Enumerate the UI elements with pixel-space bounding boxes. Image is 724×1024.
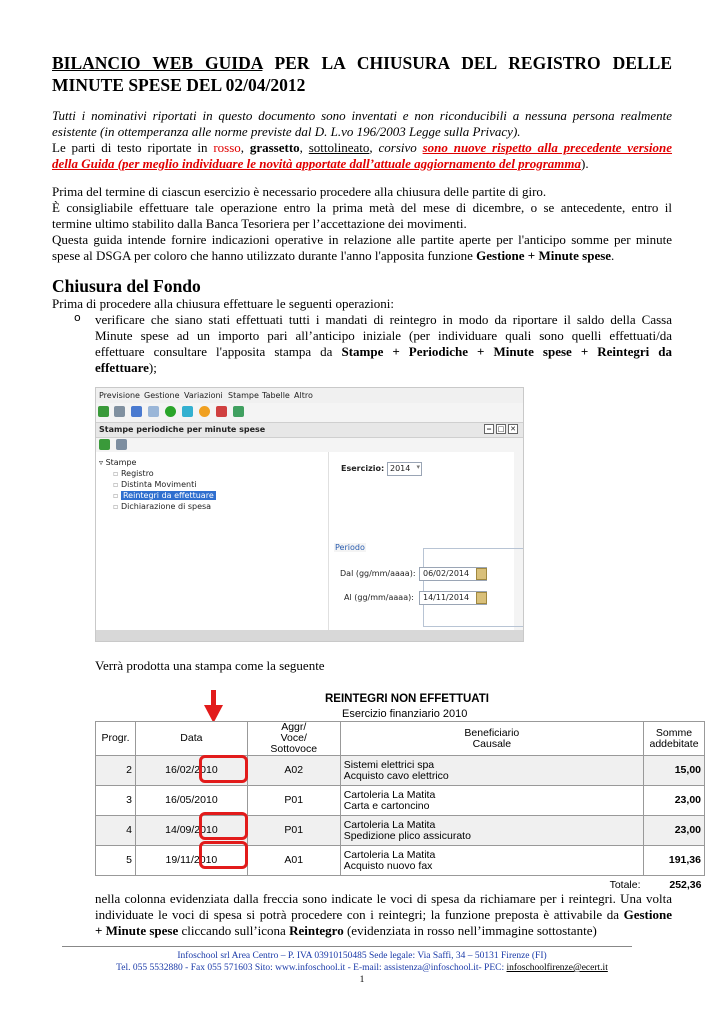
page-number: 1: [359, 975, 365, 985]
cell-voce: P01: [247, 816, 340, 846]
menu-bar: [96, 388, 523, 403]
closing-bold: Reintegro: [289, 923, 344, 938]
cell-benef: Cartoleria La Matita: [343, 818, 436, 831]
disclaimer-line1: Tutti i nominativi riportati in questo documento sono inventati e non riconducibili a nessuna persona realmente: [52, 108, 672, 123]
legend-highlight: della Guida (per meglio individuare le novità apportate dall’attuale aggiornamento del programma: [52, 156, 582, 171]
report-subtitle: Esercizio finanziario 2010: [342, 708, 468, 720]
bullet-path: effettuare: [95, 360, 149, 375]
cross-icon[interactable]: [216, 406, 227, 417]
al-value: 14/11/2014: [423, 593, 470, 602]
tree-item-distinta[interactable]: [113, 480, 196, 489]
tree-item-dichiarazione[interactable]: [113, 502, 211, 511]
cell-voce: A01: [247, 846, 340, 876]
file-icon: ▫: [113, 491, 121, 500]
status-bar: [96, 630, 523, 641]
closing-text: individuate le voci di spesa si potrà procedere con i reintegri; la funzione preposta è attivabile da: [95, 907, 624, 922]
cell-progr: 2: [96, 756, 136, 786]
cell-data: 16/05/2010: [135, 786, 247, 816]
bullet-line3: [95, 344, 672, 360]
menu-variazioni[interactable]: Variazioni: [184, 391, 223, 400]
bullet-text: effettuare consultare l'apposita stampa da: [95, 344, 342, 359]
title-underlined: BILANCIO WEB GUIDA: [52, 53, 263, 73]
intro-end: .: [611, 248, 615, 263]
footer-line2: [0, 962, 724, 974]
intro-function: Gestione + Minute spese: [476, 248, 612, 263]
legend-sep: ,: [369, 140, 379, 155]
calendar-icon[interactable]: [476, 568, 487, 580]
periodo-fieldset: [423, 548, 524, 627]
tree-icon[interactable]: [114, 406, 125, 417]
header-progr: Progr.: [96, 722, 136, 756]
cell-data: 16/02/2010: [135, 756, 247, 786]
intro-text: spese al DSGA per coloro che hanno utilizzato durante l'anno l'apposita funzione: [52, 248, 477, 263]
cell-importo: 23,00: [644, 786, 705, 816]
cell-causale: Acquisto nuovo fax: [343, 859, 433, 872]
table-row: [96, 816, 705, 846]
legend-line1: [52, 140, 672, 156]
header-somme: [644, 722, 705, 756]
section-heading: Chiusura del Fondo: [52, 276, 201, 296]
header-aggr-line: Aggr/: [281, 721, 307, 733]
closing-bold: Gestione: [623, 907, 672, 922]
closing-text: (evidenziata in rosso nell’immagine sottostante): [343, 923, 597, 938]
intro-line3: termine ultimo stabilito dalla Banca Tesoriera per l’accettazione dei movimenti.: [52, 216, 467, 231]
cell-importo: 15,00: [644, 756, 705, 786]
cell-importo: 191,36: [644, 846, 705, 876]
file-icon: ▫: [113, 502, 121, 511]
footer-line1: Infoschool srl Area Centro – P. IVA 03910150485 Sede legale: Via Saffi, 34 – 50131 Firenze (FI): [177, 951, 547, 961]
maximize-icon[interactable]: □: [497, 425, 505, 433]
highlight-circle: [199, 812, 248, 840]
bullet-marker: o: [74, 311, 81, 324]
printer-icon[interactable]: [116, 439, 127, 450]
divider: [328, 452, 329, 630]
header-somme-line: addebitate: [649, 737, 699, 750]
cell-voce: A02: [247, 756, 340, 786]
cell-beneficiario: [340, 816, 643, 846]
file-icon: ▫: [113, 480, 121, 489]
esercizio-label: Esercizio:: [341, 464, 385, 473]
title-rest: PER LA CHIUSURA DEL REGISTRO DELLE: [262, 53, 672, 73]
report-title: REINTEGRI NON EFFETTUATI: [325, 693, 489, 705]
bullet-path: Stampe + Periodiche + Minute spese + Reintegri da: [341, 344, 672, 359]
arrows-icon[interactable]: [182, 406, 193, 417]
tree-item-label: Distinta Movimenti: [120, 480, 197, 489]
total-value: 252,36: [644, 876, 705, 895]
closing-text: cliccando sull’icona: [178, 923, 290, 938]
copy-icon[interactable]: [148, 406, 159, 417]
chart-icon[interactable]: [98, 406, 109, 417]
bullet-line4: [95, 360, 672, 376]
closing-line2: [95, 907, 672, 923]
doc-title-line2: MINUTE SPESE DEL 02/04/2012: [52, 75, 306, 95]
header-benef-line: Causale: [472, 737, 512, 750]
legend-red: rosso: [213, 140, 241, 155]
tree-root[interactable]: [99, 458, 136, 467]
header-aggr: [247, 722, 340, 756]
refresh-icon[interactable]: [233, 406, 244, 417]
menu-previsione[interactable]: Previsione: [99, 391, 140, 400]
header-beneficiario: [340, 722, 643, 756]
coin-icon[interactable]: [199, 406, 210, 417]
bullet-line2: Minute spese ad un importo pari all’anticipo iniziale (per individuare quali sono quelli effettuati/da: [95, 328, 672, 343]
chevron-down-icon: ▾: [416, 463, 420, 471]
legend-end: ).: [581, 156, 589, 171]
cell-progr: 3: [96, 786, 136, 816]
bullet-line1: verificare che siano stati effettuati tutti i mandati di reintegro in modo da riportare il saldo della Cassa: [95, 312, 672, 327]
intro-line1: Prima del termine di ciascun esercizio è necessario procedere alla chiusura delle partite di giro.: [52, 184, 547, 199]
legend-line2: [52, 156, 672, 172]
cell-importo: 23,00: [644, 816, 705, 846]
cell-voce: P01: [247, 786, 340, 816]
tree-item-reintegri[interactable]: [113, 491, 216, 500]
red-arrow-icon: [204, 690, 224, 724]
esercizio-value: 2014: [390, 464, 411, 473]
header-somme-line: Somme: [655, 726, 693, 739]
section-pre: Prima di procedere alla chiusura effettuare le seguenti operazioni:: [52, 296, 394, 311]
app-screenshot: [95, 387, 524, 642]
menu-stampe[interactable]: Stampe: [228, 391, 259, 400]
print-chart-icon[interactable]: [99, 439, 110, 450]
cell-data: 19/11/2010: [135, 846, 247, 876]
cell-beneficiario: [340, 756, 643, 786]
esercizio-select[interactable]: [387, 462, 422, 476]
header-benef-line: Beneficiario: [464, 726, 520, 739]
table-row: [96, 756, 705, 786]
cell-beneficiario: [340, 846, 643, 876]
header-aggr-line: Sottovoce: [270, 743, 318, 755]
header-data: Data: [135, 722, 247, 756]
intro-line2: È consigliabile effettuare tale operazione entro la prima metà del mese di dicembre, o se antecedente, entro il: [52, 200, 672, 215]
tree-item-label: Dichiarazione di spesa: [120, 502, 212, 511]
menu-gestione[interactable]: Gestione: [144, 391, 180, 400]
go-icon[interactable]: [165, 406, 176, 417]
legend-sep: ,: [240, 140, 250, 155]
table-header: [96, 722, 705, 756]
bullet-end: );: [148, 360, 157, 375]
footer-divider: [62, 946, 632, 947]
legend-sep: ,: [299, 140, 309, 155]
intro-line4: Questa guida intende fornire indicazioni operative in relazione alle partite aperte per l'anticipo somme per minute: [52, 232, 672, 247]
closing-line3: [95, 923, 672, 939]
intro-line5: [52, 248, 672, 264]
total-label: Totale:: [340, 876, 643, 895]
legend-italic: corsivo: [378, 140, 417, 155]
dal-value: 06/02/2014: [423, 569, 470, 578]
footer-contacts: Tel. 055 5532880 - Fax 055 571603 Sito: www.infoschool.it - E-mail: assistenza@infoschool.it- PEC:: [116, 963, 507, 973]
table-row: [96, 846, 705, 876]
tree-item-label: Registro: [120, 469, 154, 478]
cell-benef: Cartoleria La Matita: [343, 848, 436, 861]
header-aggr-line: Voce/: [280, 732, 307, 744]
table-row: [96, 786, 705, 816]
cell-beneficiario: [340, 786, 643, 816]
cell-causale: Carta e cartoncino: [343, 799, 430, 812]
highlight-circle: [199, 841, 248, 869]
legend-highlight: sono nuove rispetto alla precedente versione: [422, 140, 673, 155]
panel-header: [96, 422, 523, 438]
al-label: Al (gg/mm/aaaa):: [344, 593, 414, 602]
calendar-icon[interactable]: [476, 592, 487, 604]
after-screenshot-text: Verrà prodotta una stampa come la seguente: [95, 658, 325, 673]
closing-line1: nella colonna evidenziata dalla freccia sono indicate le voci di spesa da richiamare per i reintegri. Una volta: [95, 891, 672, 906]
cell-causale: Spedizione plico assicurato: [343, 829, 471, 842]
doc-title-line1: [52, 52, 672, 74]
highlight-circle: [199, 755, 248, 783]
periodo-legend: Periodo: [335, 543, 365, 552]
panel-title: Stampe periodiche per minute spese: [99, 425, 266, 434]
menu-tabelle[interactable]: Tabelle: [262, 391, 290, 400]
cell-causale: Acquisto cavo elettrico: [343, 769, 449, 782]
document-icon[interactable]: [131, 406, 142, 417]
cell-benef: Sistemi elettrici spa: [343, 758, 435, 771]
dal-label: Dal (gg/mm/aaaa):: [340, 569, 416, 578]
legend-bold: grassetto: [249, 140, 300, 155]
tree-root-label: Stampe: [105, 458, 137, 467]
report-table: [95, 721, 705, 894]
cell-data: 14/09/2010: [135, 816, 247, 846]
tree-item-registro[interactable]: [113, 469, 154, 478]
cell-progr: 4: [96, 816, 136, 846]
menu-altro[interactable]: Altro: [294, 391, 313, 400]
closing-bold: + Minute spese: [95, 923, 179, 938]
minimize-icon[interactable]: ‒: [484, 424, 494, 434]
legend-underline: sottolineato: [308, 140, 370, 155]
close-icon[interactable]: ✕: [508, 424, 518, 434]
legend-intro: Le parti di testo riportate in: [52, 140, 214, 155]
cell-benef: Cartoleria La Matita: [343, 788, 436, 801]
tree-item-label-selected: Reintegri da effettuare: [122, 491, 214, 500]
expand-icon: ▿: [99, 458, 106, 467]
cell-progr: 5: [96, 846, 136, 876]
disclaimer-line2: esistente (in ottemperanza alle norme previste dal D. L.vo 196/2003 Legge sulla Privacy).: [52, 124, 521, 139]
footer-pec-link[interactable]: infoschoolfirenze@ecert.it: [506, 963, 608, 973]
file-icon: ▫: [113, 469, 121, 478]
